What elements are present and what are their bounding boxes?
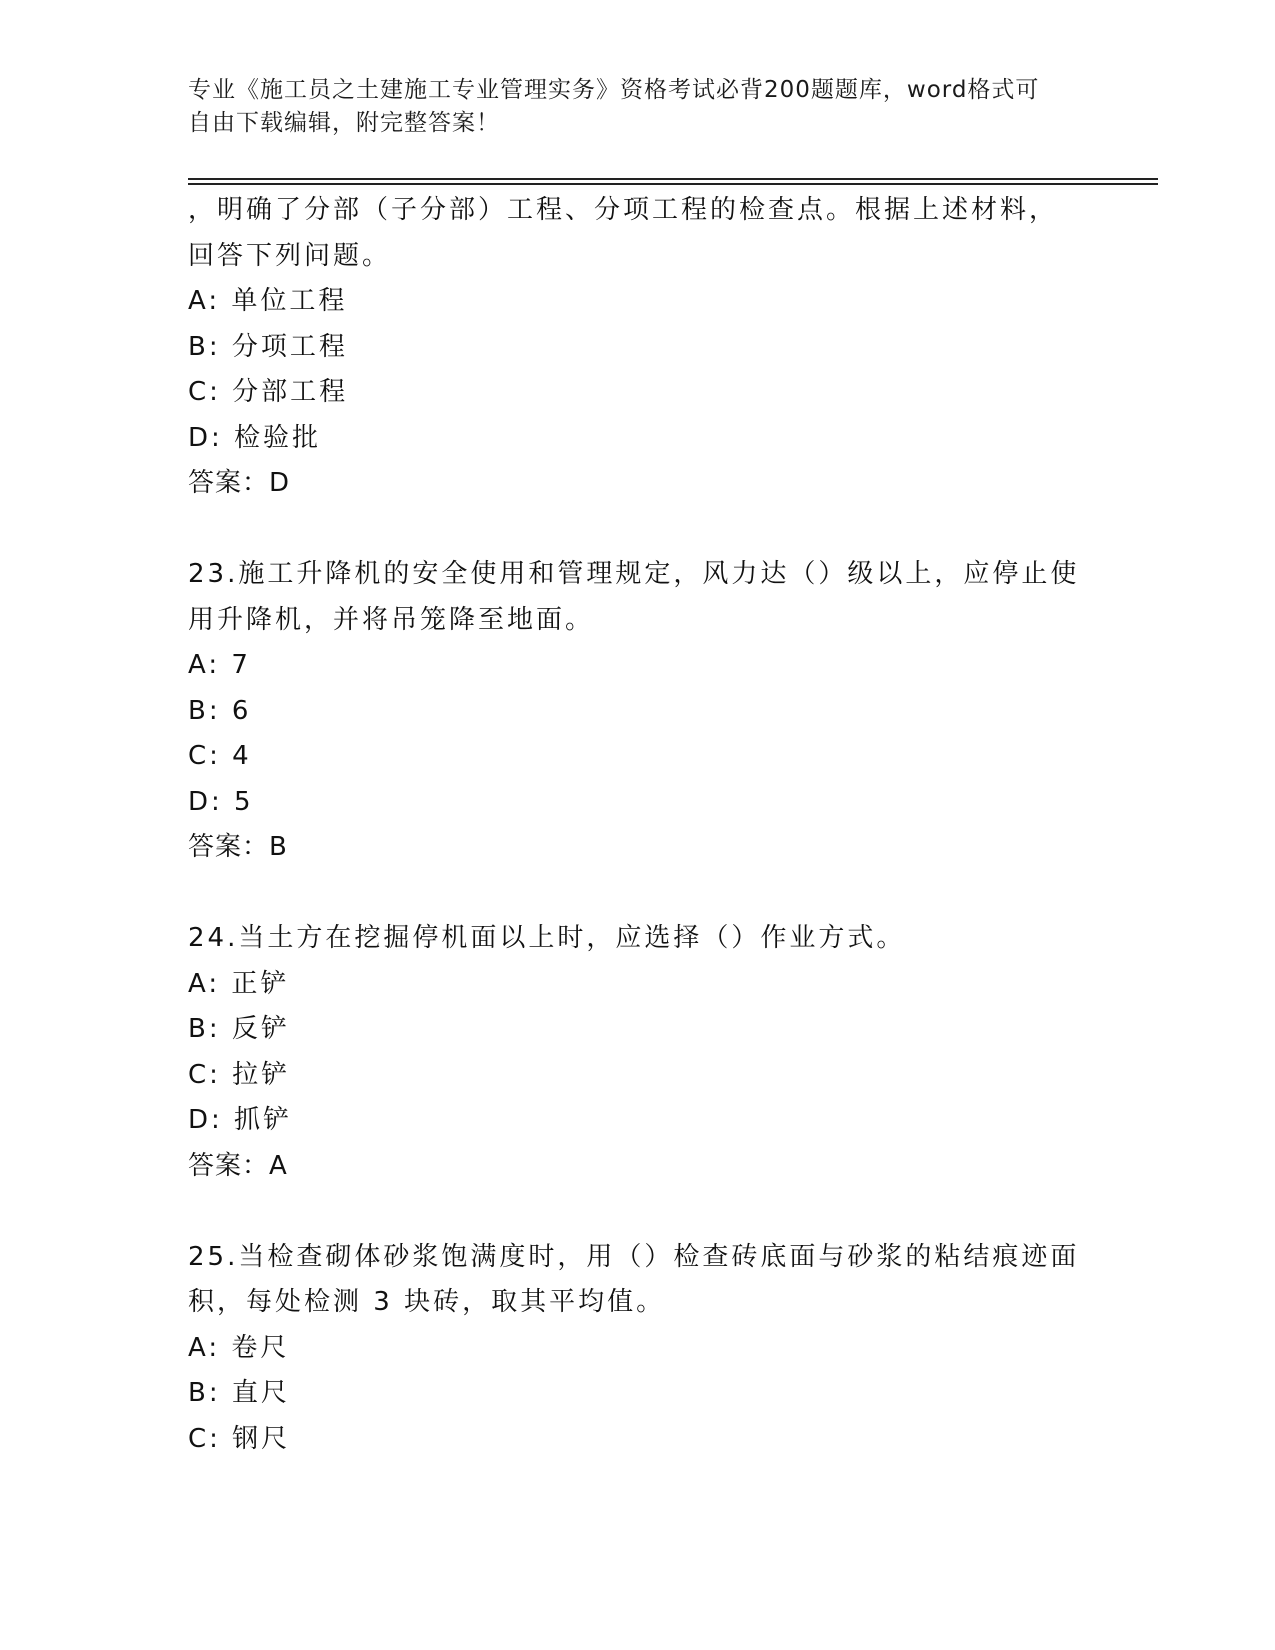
option-a: A: 卷尺 bbox=[188, 1332, 290, 1363]
question-23 bbox=[188, 552, 1088, 871]
header-title-line-1: 专业《施工员之土建施工专业管理实务》资格考试必背200题题库，word格式可 bbox=[188, 77, 1040, 103]
option-c: C: 拉铲 bbox=[188, 1059, 291, 1090]
question-stem: ，明确了分部（子分部）工程、分项工程的检查点。根据上述材料， bbox=[188, 195, 1059, 225]
spacer bbox=[188, 871, 1088, 917]
question-list bbox=[188, 188, 1088, 1462]
option-b: B: 直尺 bbox=[188, 1378, 290, 1408]
answer: 答案：D bbox=[188, 468, 291, 498]
header-title-line-2: 自由下载编辑，附完整答案！ bbox=[188, 110, 500, 136]
answer: 答案：A bbox=[188, 1150, 288, 1181]
option-c: C: 分部工程 bbox=[188, 377, 349, 407]
question-stem: 回答下列问题。 bbox=[188, 240, 392, 271]
answer: 答案：B bbox=[188, 832, 288, 862]
question-22 bbox=[188, 188, 1088, 507]
spacer bbox=[188, 1189, 1088, 1235]
question-stem: 23.施工升降机的安全使用和管理规定，风力达（）级以上，应停止使 bbox=[188, 559, 1080, 589]
spacer bbox=[188, 507, 1088, 553]
question-stem: 25.当检查砌体砂浆饱满度时，用（）检查砖底面与砂浆的粘结痕迹面 bbox=[188, 1241, 1080, 1272]
question-stem: 用升降机，并将吊笼降至地面。 bbox=[188, 604, 595, 635]
option-b: B: 6 bbox=[188, 695, 252, 726]
option-c: C: 钢尺 bbox=[188, 1423, 291, 1454]
header-divider-top bbox=[188, 178, 1158, 180]
option-d: D: 检验批 bbox=[188, 422, 322, 453]
option-b: B: 反铲 bbox=[188, 1014, 290, 1044]
question-24 bbox=[188, 916, 1088, 1189]
question-stem: 积，每处检测 3 块砖，取其平均值。 bbox=[188, 1287, 666, 1317]
header-divider-bottom bbox=[188, 183, 1158, 185]
document-header bbox=[188, 74, 1068, 140]
option-a: A: 7 bbox=[188, 650, 251, 680]
option-d: D: 抓铲 bbox=[188, 1105, 293, 1135]
option-a: A: 单位工程 bbox=[188, 286, 348, 316]
option-a: A: 正铲 bbox=[188, 968, 290, 999]
question-stem: 24.当土方在挖掘停机面以上时，应选择（）作业方式。 bbox=[188, 923, 906, 953]
option-d: D: 5 bbox=[188, 786, 254, 817]
question-25 bbox=[188, 1235, 1088, 1463]
option-b: B: 分项工程 bbox=[188, 331, 348, 362]
option-c: C: 4 bbox=[188, 741, 252, 771]
